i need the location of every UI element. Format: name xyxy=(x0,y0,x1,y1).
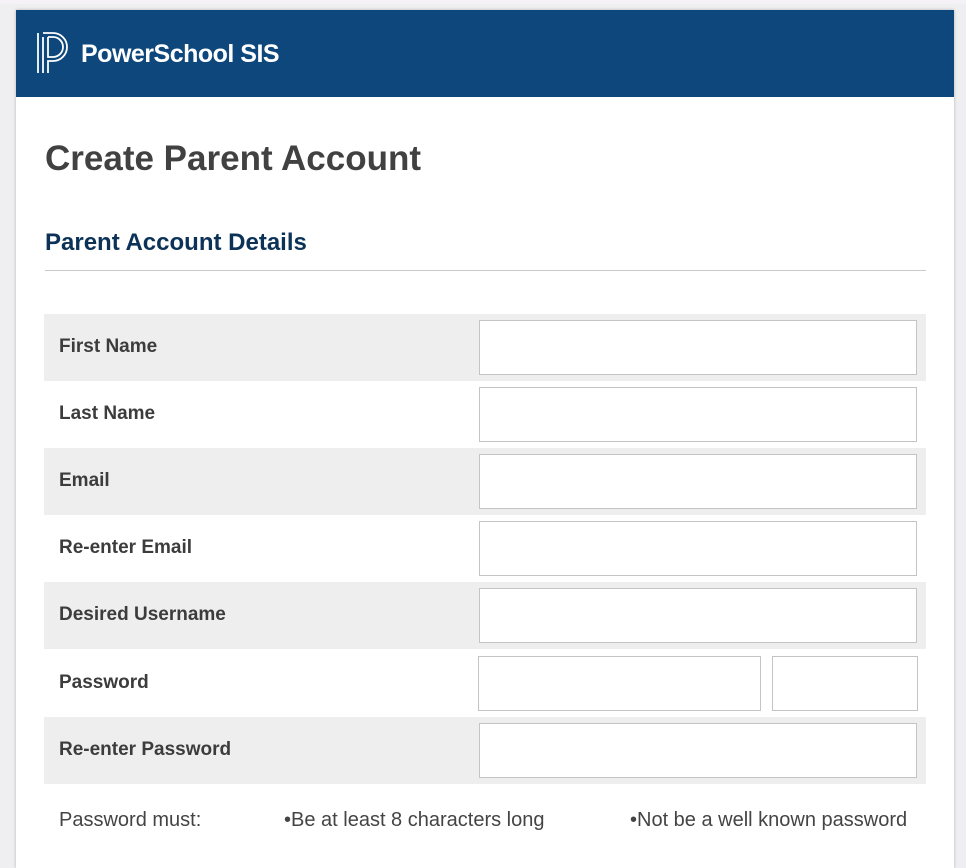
reenter-password-label: Re-enter Password xyxy=(59,739,232,760)
password-requirements xyxy=(16,808,954,832)
password-rules-lead: Password must: xyxy=(59,809,202,831)
first-name-input[interactable] xyxy=(479,320,917,375)
password-rule-not-common: •Not be a well known password xyxy=(630,809,908,831)
form-row-reenter-password xyxy=(44,717,926,784)
create-account-card xyxy=(16,10,954,868)
reenter-email-input[interactable] xyxy=(479,521,917,576)
password-rule-length: •Be at least 8 characters long xyxy=(284,809,545,831)
reenter-password-input[interactable] xyxy=(479,723,917,778)
page-title: Create Parent Account xyxy=(45,139,422,178)
form-row-last-name xyxy=(44,381,926,448)
username-input[interactable] xyxy=(479,588,917,643)
header-bar xyxy=(16,10,954,97)
email-input[interactable] xyxy=(479,454,917,509)
password-strength-box xyxy=(772,656,918,711)
last-name-label: Last Name xyxy=(59,403,156,424)
section-title: Parent Account Details xyxy=(45,229,307,256)
powerschool-logo-icon xyxy=(36,31,72,75)
password-label: Password xyxy=(59,672,149,693)
form-row-first-name xyxy=(44,314,926,381)
section-divider xyxy=(45,270,926,271)
logo-text[interactable]: PowerSchool SIS xyxy=(81,40,280,68)
last-name-input[interactable] xyxy=(479,387,917,442)
form-row-password xyxy=(44,650,926,717)
form-row-email xyxy=(44,448,926,515)
page-top-strip xyxy=(0,0,966,4)
username-label: Desired Username xyxy=(59,604,226,625)
email-label: Email xyxy=(59,470,110,491)
first-name-label: First Name xyxy=(59,336,158,357)
password-input[interactable] xyxy=(478,656,761,711)
form-row-username xyxy=(44,582,926,649)
reenter-email-label: Re-enter Email xyxy=(59,537,193,558)
form-row-reenter-email xyxy=(44,515,926,582)
